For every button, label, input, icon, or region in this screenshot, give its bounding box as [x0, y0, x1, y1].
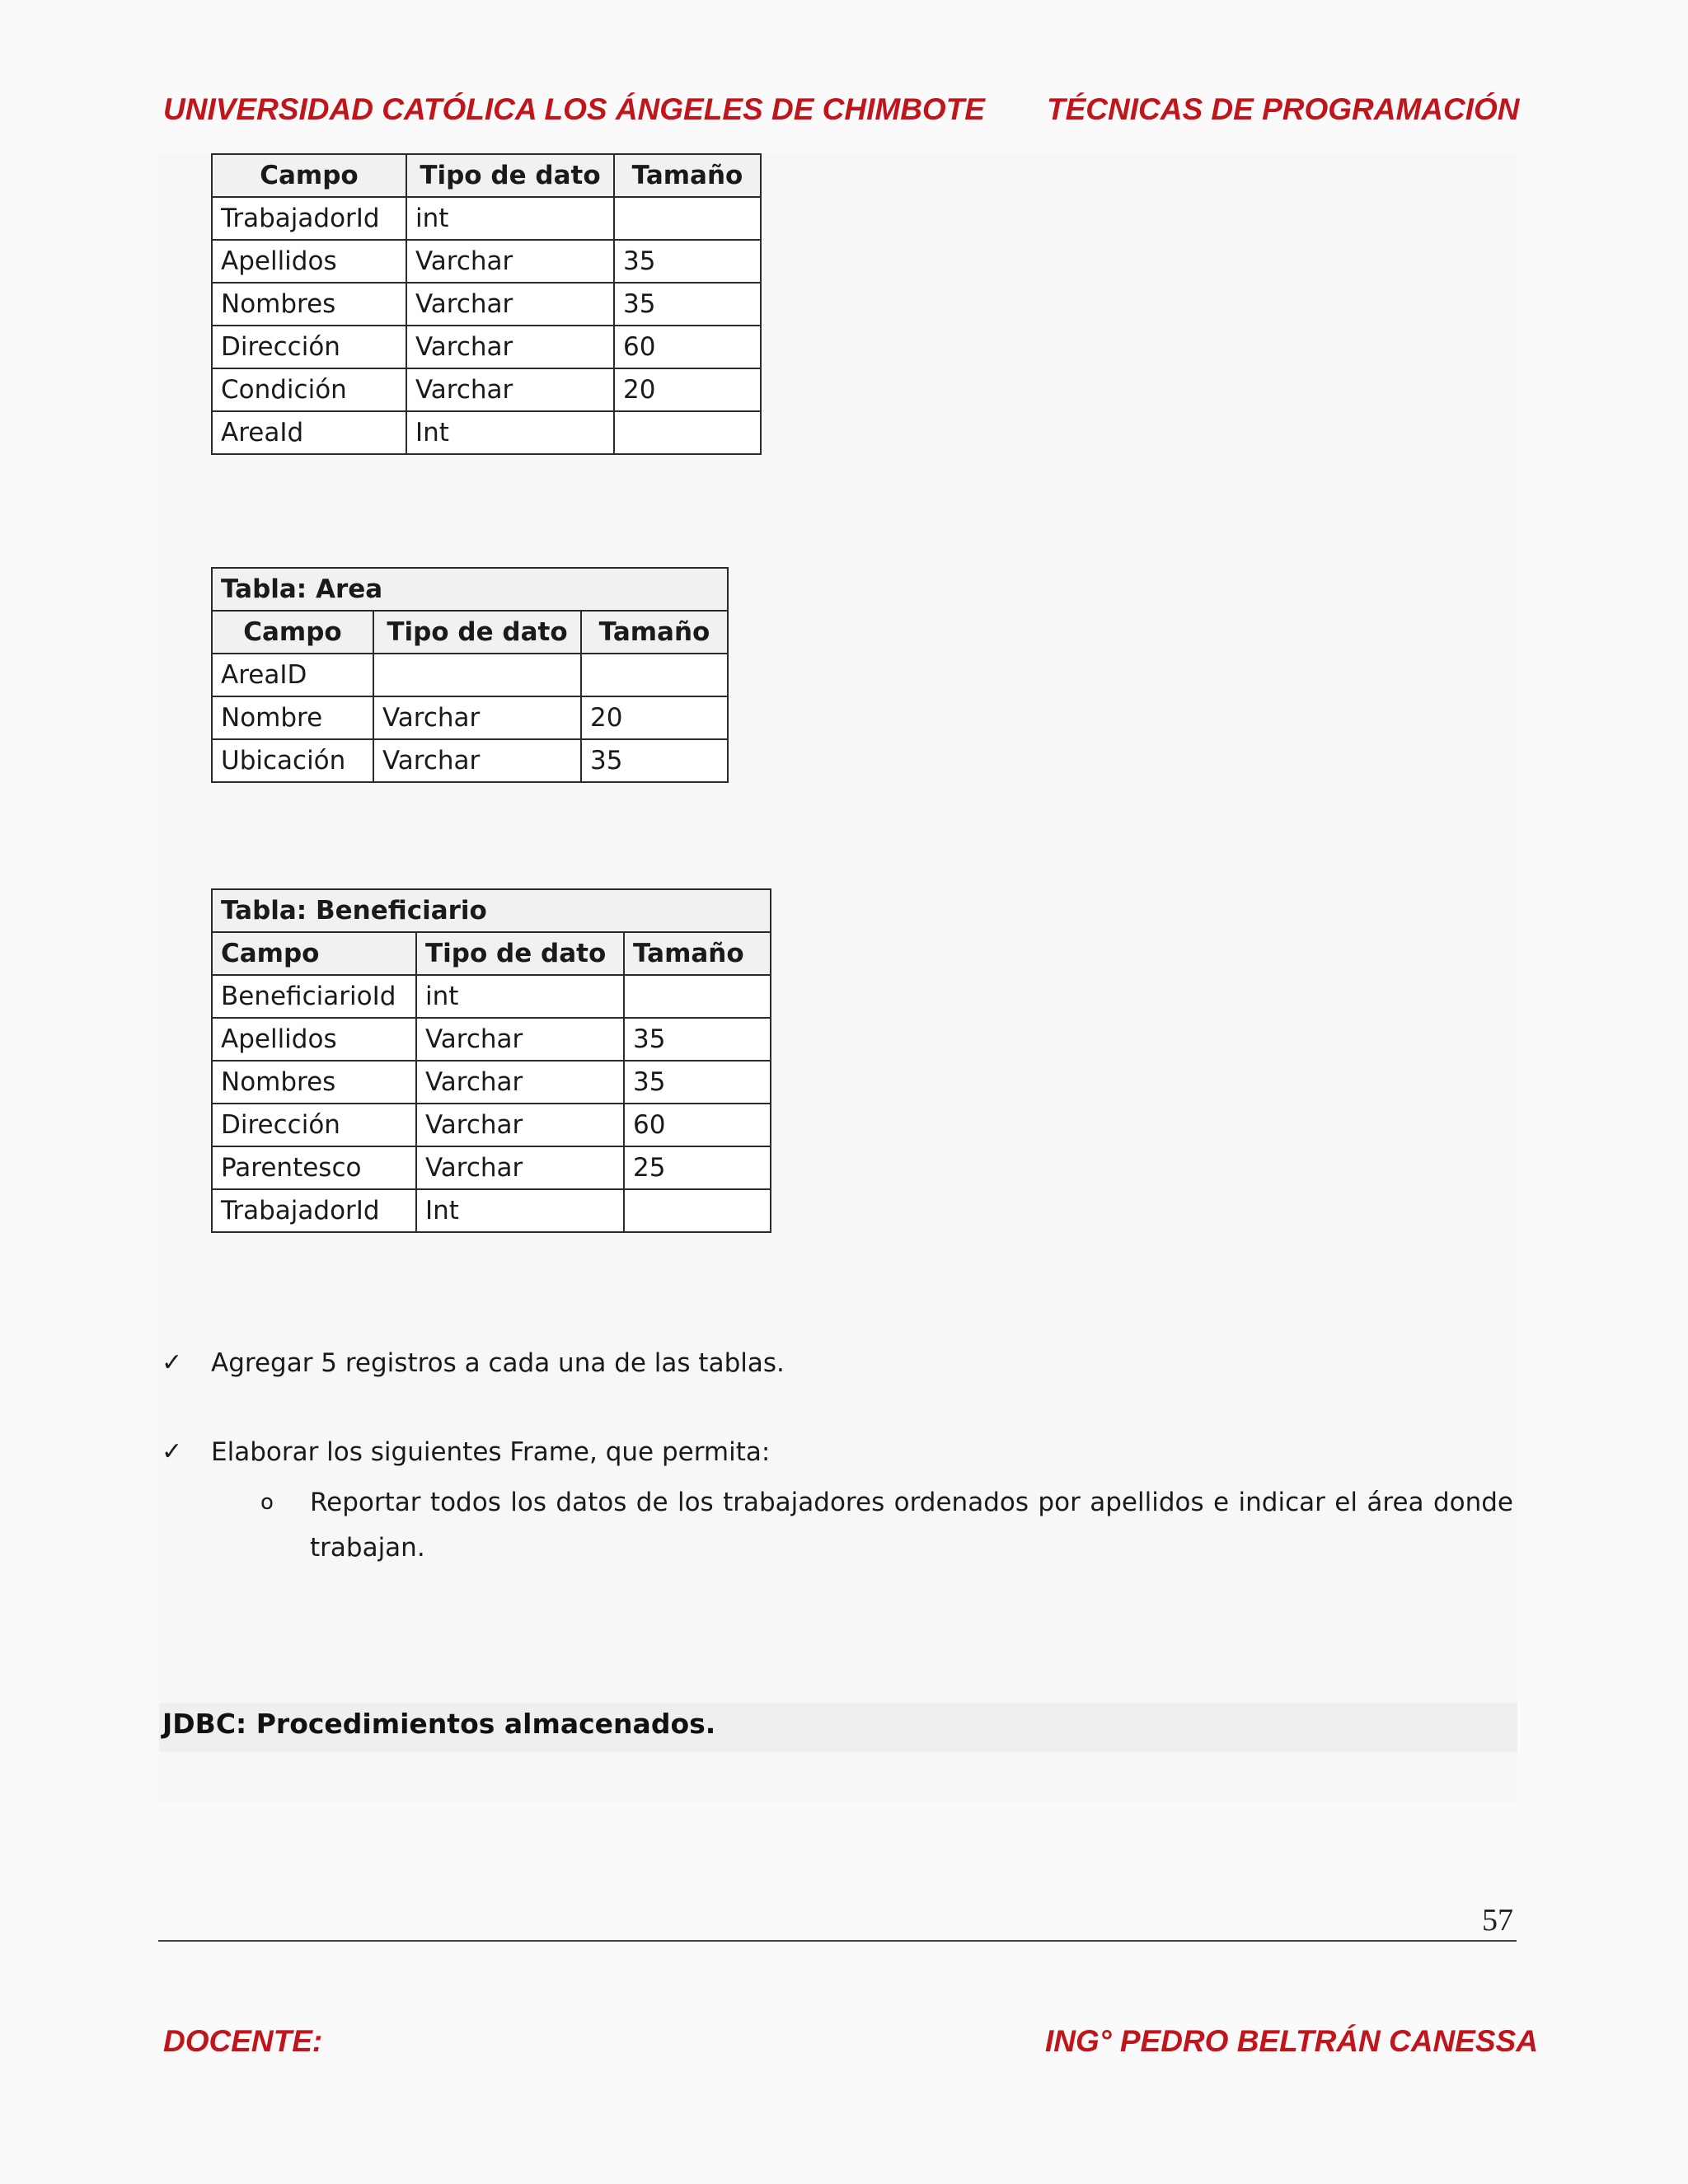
checkmark-icon: ✓	[162, 1437, 183, 1466]
footer-docente-label: DOCENTE:	[163, 2024, 323, 2058]
cell-tamano: 35	[624, 1018, 771, 1061]
cell-campo: Apellidos	[212, 1018, 416, 1061]
cell-tamano: 60	[614, 326, 761, 368]
table-row	[212, 240, 761, 283]
column-header-tipo: Tipo de dato	[416, 932, 624, 975]
cell-tamano: 25	[624, 1146, 771, 1189]
table-beneficiario	[211, 888, 771, 1233]
cell-campo: Nombre	[212, 696, 373, 739]
cell-campo: Dirección	[212, 1104, 416, 1146]
cell-tipo: Varchar	[416, 1061, 624, 1104]
header-university: UNIVERSIDAD CATÓLICA LOS ÁNGELES DE CHIMBOTE	[163, 92, 985, 126]
cell-campo: Nombres	[212, 283, 406, 326]
table-row	[212, 197, 761, 240]
cell-campo: Condición	[212, 368, 406, 411]
cell-campo: AreaID	[212, 654, 373, 696]
table-row	[212, 368, 761, 411]
column-header-campo: Campo	[212, 932, 416, 975]
footer-instructor-name: ING° PEDRO BELTRÁN CANESSA	[1045, 2024, 1538, 2058]
table-caption-row	[212, 889, 771, 932]
table-trabajador	[211, 153, 762, 455]
section-title: JDBC: Procedimientos almacenados.	[162, 1708, 716, 1740]
table-row	[212, 1146, 771, 1189]
cell-tamano: 35	[614, 283, 761, 326]
checkmark-icon: ✓	[162, 1348, 183, 1377]
table-area	[211, 567, 729, 783]
bullet-text: Elaborar los siguientes Frame, que permita:	[211, 1437, 771, 1467]
cell-campo: Parentesco	[212, 1146, 416, 1189]
cell-tamano	[581, 654, 728, 696]
table-row	[212, 326, 761, 368]
table-caption: Tabla: Area	[212, 568, 728, 611]
cell-tamano: 20	[581, 696, 728, 739]
sub-bullet-text: Reportar todos los datos de los trabajadores ordenados por apellidos e indicar el área donde trabajan.	[310, 1488, 1513, 1563]
cell-tamano	[614, 197, 761, 240]
cell-tipo	[373, 654, 581, 696]
cell-tamano	[614, 411, 761, 454]
section-heading-bar	[159, 1703, 1517, 1752]
table-row	[212, 696, 728, 739]
page-number: 57	[1482, 1903, 1513, 1938]
cell-tamano: 35	[624, 1061, 771, 1104]
cell-tipo: Varchar	[373, 696, 581, 739]
column-header-tamano: Tamaño	[624, 932, 771, 975]
column-header-tipo: Tipo de dato	[373, 611, 581, 654]
cell-tipo: int	[416, 975, 624, 1018]
cell-tipo: int	[406, 197, 614, 240]
cell-tipo: Varchar	[406, 283, 614, 326]
table-caption: Tabla: Beneficiario	[212, 889, 771, 932]
table-caption-row	[212, 568, 728, 611]
footer-divider	[158, 1940, 1517, 1942]
table-header-row	[212, 932, 771, 975]
cell-campo: TrabajadorId	[212, 1189, 416, 1232]
cell-tamano: 35	[614, 240, 761, 283]
cell-tamano: 60	[624, 1104, 771, 1146]
cell-campo: Ubicación	[212, 739, 373, 782]
column-header-tipo: Tipo de dato	[406, 154, 614, 197]
cell-tipo: Varchar	[373, 739, 581, 782]
column-header-campo: Campo	[212, 611, 373, 654]
cell-tipo: Varchar	[416, 1018, 624, 1061]
cell-campo: AreaId	[212, 411, 406, 454]
cell-tamano	[624, 1189, 771, 1232]
cell-campo: Dirección	[212, 326, 406, 368]
circle-bullet-icon: o	[260, 1490, 274, 1515]
table-row	[212, 411, 761, 454]
cell-tipo: Varchar	[406, 326, 614, 368]
table-row	[212, 283, 761, 326]
column-header-tamano: Tamaño	[581, 611, 728, 654]
table-row	[212, 975, 771, 1018]
cell-campo: BeneficiarioId	[212, 975, 416, 1018]
table-row	[212, 1061, 771, 1104]
cell-tamano: 35	[581, 739, 728, 782]
cell-campo: Nombres	[212, 1061, 416, 1104]
cell-tipo: Varchar	[416, 1146, 624, 1189]
table-row	[212, 1189, 771, 1232]
cell-tamano: 20	[614, 368, 761, 411]
table-row	[212, 739, 728, 782]
column-header-campo: Campo	[212, 154, 406, 197]
table-header-row	[212, 611, 728, 654]
cell-tipo: Varchar	[406, 368, 614, 411]
header-course: TÉCNICAS DE PROGRAMACIÓN	[1047, 92, 1520, 126]
cell-campo: Apellidos	[212, 240, 406, 283]
cell-tipo: Varchar	[406, 240, 614, 283]
cell-tamano	[624, 975, 771, 1018]
cell-campo: TrabajadorId	[212, 197, 406, 240]
table-row	[212, 1018, 771, 1061]
table-header-row	[212, 154, 761, 197]
table-row	[212, 654, 728, 696]
cell-tipo: Int	[416, 1189, 624, 1232]
table-row	[212, 1104, 771, 1146]
column-header-tamano: Tamaño	[614, 154, 761, 197]
bullet-text: Agregar 5 registros a cada una de las tablas.	[211, 1348, 785, 1378]
cell-tipo: Varchar	[416, 1104, 624, 1146]
cell-tipo: Int	[406, 411, 614, 454]
